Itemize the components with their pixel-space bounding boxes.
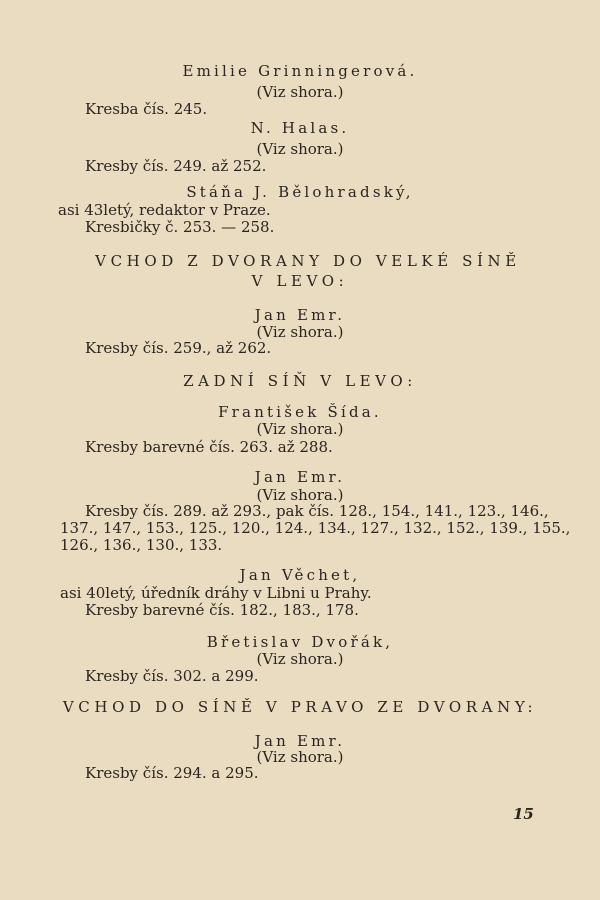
artwork-detail: Kresby čís. 302. a 299. [85, 667, 259, 685]
section-heading: VCHOD Z DVORANY DO VELKÉ SÍNĚ [95, 252, 521, 270]
artwork-detail: Kresby čís. 289. až 293., pak čís. 128., 154., 141., 123., 146., [85, 502, 549, 520]
artist-name: Jan Emr. [254, 306, 346, 324]
reference-note: (Viz shora.) [256, 420, 344, 438]
artist-name: František Šída. [218, 403, 382, 421]
artist-name: Jan Emr. [254, 732, 346, 750]
section-heading: ZADNÍ SÍŇ V LEVO: [183, 372, 417, 390]
artwork-detail: 126., 136., 130., 133. [60, 536, 223, 554]
artist-bio: asi 43letý, redaktor v Praze. [58, 201, 271, 219]
section-heading: VCHOD DO SÍNĚ V PRAVO ZE DVORANY: [62, 698, 538, 716]
artwork-detail: 137., 147., 153., 125., 120., 124., 134., 127., 132., 152., 139., 155., [60, 519, 571, 537]
artist-name: Jan Emr. [254, 468, 346, 486]
artist-name: Stáňa J. Bělohradský, [186, 183, 414, 201]
artist-bio: asi 40letý, úředník dráhy v Libni u Prahy. [60, 584, 372, 602]
reference-note: (Viz shora.) [256, 486, 344, 504]
reference-note: (Viz shora.) [256, 323, 344, 341]
reference-note: (Viz shora.) [256, 650, 344, 668]
artist-name: Emilie Grinningerová. [182, 62, 418, 80]
reference-note: (Viz shora.) [256, 83, 344, 101]
artwork-detail: Kresby barevné čís. 182., 183., 178. [85, 601, 359, 619]
artwork-detail: Kresby čís. 294. a 295. [85, 764, 259, 782]
artwork-detail: Kresba čís. 245. [85, 100, 208, 118]
artwork-detail: Kresby čís. 249. až 252. [85, 157, 267, 175]
artwork-detail: Kresbičky č. 253. — 258. [85, 218, 275, 236]
artwork-detail: Kresby čís. 259., až 262. [85, 339, 272, 357]
artist-name: Břetislav Dvořák, [206, 633, 394, 651]
artwork-detail: Kresby barevné čís. 263. až 288. [85, 438, 333, 456]
section-heading: V LEVO: [251, 272, 349, 290]
reference-note: (Viz shora.) [256, 748, 344, 766]
reference-note: (Viz shora.) [256, 140, 344, 158]
artist-name: N. Halas. [250, 119, 350, 137]
page-number: 15 [513, 805, 534, 823]
artist-name: Jan Věchet, [239, 566, 361, 584]
